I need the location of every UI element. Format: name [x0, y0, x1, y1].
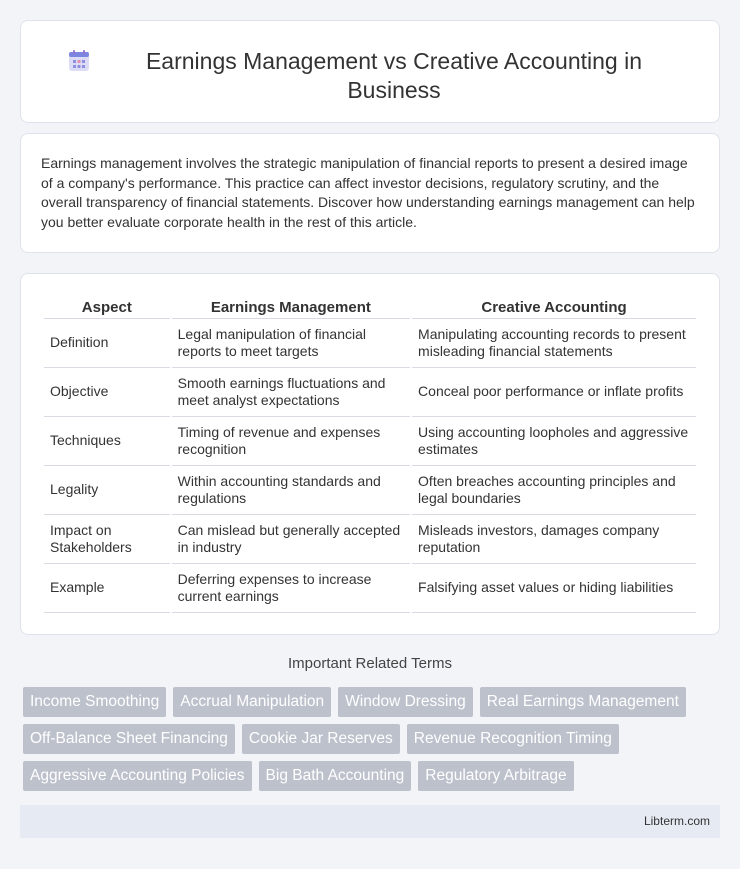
header-aspect: Aspect	[44, 293, 170, 319]
page-title: Earnings Management vs Creative Accounting in Business	[145, 48, 643, 103]
footer-site-link[interactable]: Libterm.com	[643, 814, 710, 828]
row-creative-accounting: Using accounting loopholes and aggressive estimates	[412, 417, 696, 466]
table-row	[44, 466, 696, 515]
row-creative-accounting: Falsifying asset values or hiding liabilities	[412, 564, 696, 613]
related-term-tag[interactable]: Off-Balance Sheet Financing	[23, 724, 235, 754]
related-term-tag[interactable]: Window Dressing	[338, 687, 473, 717]
related-term-tag[interactable]: Regulatory Arbitrage	[418, 761, 573, 791]
table-row	[44, 564, 696, 613]
table-row	[44, 515, 696, 564]
footer	[20, 805, 720, 838]
intro-text: Earnings management involves the strategic manipulation of financial reports to present a desired image of a company's performance. This practice can affect investor decisions, regulatory scrutiny, and the overall transparency of financial statements. Discover how understanding earnings management can help you better evaluate corporate health in the rest of this article.	[41, 155, 695, 230]
related-term-tag[interactable]: Aggressive Accounting Policies	[23, 761, 252, 791]
comparison-table-card	[20, 273, 720, 635]
related-term-tag[interactable]: Accrual Manipulation	[173, 687, 331, 717]
related-term-tag[interactable]: Real Earnings Management	[480, 687, 686, 717]
table-row	[44, 417, 696, 466]
related-term-tag[interactable]: Cookie Jar Reserves	[242, 724, 400, 754]
calendar-icon	[66, 48, 92, 74]
row-earnings-management: Within accounting standards and regulations	[172, 466, 410, 515]
related-terms-list	[23, 687, 723, 791]
related-terms-title: Important Related Terms	[288, 655, 452, 672]
row-creative-accounting: Manipulating accounting records to present misleading financial statements	[412, 319, 696, 368]
row-aspect: Definition	[44, 319, 170, 368]
row-earnings-management: Smooth earnings fluctuations and meet analyst expectations	[172, 368, 410, 417]
row-creative-accounting: Misleads investors, damages company reputation	[412, 515, 696, 564]
row-earnings-management: Timing of revenue and expenses recognition	[172, 417, 410, 466]
row-earnings-management: Deferring expenses to increase current earnings	[172, 564, 410, 613]
row-aspect: Example	[44, 564, 170, 613]
row-earnings-management: Can mislead but generally accepted in industry	[172, 515, 410, 564]
related-term-tag[interactable]: Revenue Recognition Timing	[407, 724, 619, 754]
header-earnings-management: Earnings Management	[172, 293, 410, 319]
row-aspect: Techniques	[44, 417, 170, 466]
row-creative-accounting: Often breaches accounting principles and legal boundaries	[412, 466, 696, 515]
table-row	[44, 368, 696, 417]
table-row	[44, 319, 696, 368]
table-header-row	[44, 293, 696, 319]
comparison-table	[42, 293, 698, 613]
row-earnings-management: Legal manipulation of financial reports to meet targets	[172, 319, 410, 368]
row-aspect: Objective	[44, 368, 170, 417]
row-aspect: Legality	[44, 466, 170, 515]
header-card	[20, 20, 720, 123]
header-creative-accounting: Creative Accounting	[412, 293, 696, 319]
intro-card	[20, 133, 720, 253]
related-term-tag[interactable]: Income Smoothing	[23, 687, 166, 717]
row-creative-accounting: Conceal poor performance or inflate profits	[412, 368, 696, 417]
related-term-tag[interactable]: Big Bath Accounting	[259, 761, 412, 791]
row-aspect: Impact on Stakeholders	[44, 515, 170, 564]
